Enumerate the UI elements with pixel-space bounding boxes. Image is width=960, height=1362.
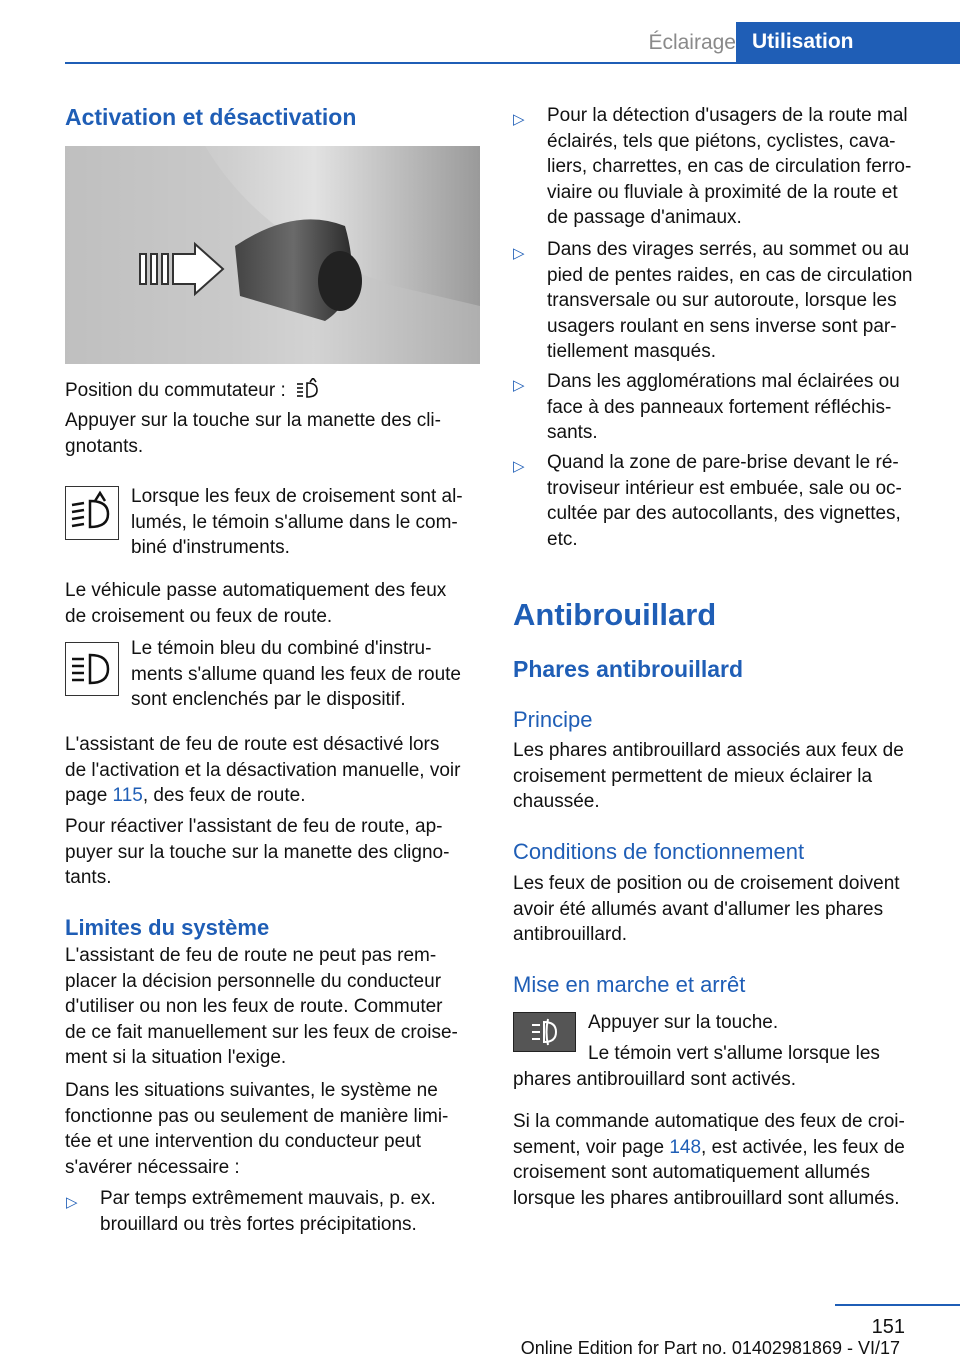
header-divider xyxy=(65,62,960,64)
lever-illustration xyxy=(65,146,480,364)
switch-position-text: Position du commutateur : xyxy=(65,380,286,401)
indicator2-text: Le témoin bleu du combiné d'instru- ments s'allume quand les feux de route sont enclenchés par le dispositif. xyxy=(131,638,461,710)
deactivation-text-a: L'assistant de feu de route est désactivé lors de l'activation et la désactivation manuelle, voir page xyxy=(65,734,461,806)
low-beam-indicator-box xyxy=(65,486,119,540)
indicator1-text: Lorsque les feux de croisement sont al- lumés, le témoin s'allume dans le com- biné d'instruments. xyxy=(131,486,463,558)
bullet-item: Dans les agglomérations mal éclairées ou face à des panneaux fortement réfléchis- sants. xyxy=(547,371,900,443)
conditions-heading: Conditions de fonctionnement xyxy=(513,839,805,864)
onoff-heading: Mise en marche et arrêt xyxy=(513,972,746,997)
switch-position-line xyxy=(65,378,483,404)
limits-heading: Limites du système xyxy=(65,915,270,940)
high-beam-assist-icon xyxy=(295,378,321,400)
auto-control-text-a: Si la commande automatique des feux de croi- sement, voir page xyxy=(513,1111,905,1158)
auto-switch-text: Le véhicule passe automatiquement des feux de croisement ou feux de route. xyxy=(65,580,447,627)
principle-text: Les phares antibrouillard associés aux feux de croisement permettent de mieux éclairer la chaussée. xyxy=(513,740,904,812)
edition-footer: Online Edition for Part no. 01402981869 - VI/17 xyxy=(520,1338,900,1358)
turn-signal-lever-photo xyxy=(65,146,480,364)
green-indicator-text: Le témoin vert s'allume lorsque les phares antibrouillard sont activés. xyxy=(513,1043,880,1090)
fog-subtitle: Phares antibrouillard xyxy=(513,656,744,682)
deactivation-text-b: , des feux de route. xyxy=(142,785,306,806)
bullet-item: Dans des virages serrés, au sommet ou au pied de pentes raides, en cas de circulation transversale ou sur autoroute, lorsque les usagers roulant en sens inverse sont par- tiellement masqués. xyxy=(547,239,913,362)
auto-control-text-b: , est activée, les feux de croisement sont automatiquement allumés lorsque les phares antibrouillard sont allumés. xyxy=(513,1136,905,1209)
bullet-triangle-icon: ▷ xyxy=(513,458,525,475)
bullet-triangle-icon: ▷ xyxy=(513,377,525,394)
principle-heading: Principe xyxy=(513,707,593,732)
page-link-115[interactable]: 115 xyxy=(112,785,143,806)
limits-text: L'assistant de feu de route ne peut pas rem- placer la décision personnelle du conducteur d'utiliser ou non les feux de route. Commuter de ce fait manuellement sur les feux de croise- ment si la situation l'exige. xyxy=(65,945,458,1068)
press-key-text: Appuyer sur la touche sur la manette des cli- gnotants. xyxy=(65,410,441,457)
header-section: Éclairage xyxy=(648,31,736,54)
footer-divider xyxy=(835,1304,960,1306)
auto-control-text xyxy=(513,1109,931,1211)
situations-text: Dans les situations suivantes, le système ne fonctionne pas ou seulement de manière limi- tée et une intervention du conducteur peut s'avérer nécessaire : xyxy=(65,1080,449,1178)
low-beam-assist-icon xyxy=(66,487,118,539)
bullet-item: Pour la détection d'usagers de la route mal éclairés, tels que piétons, cyclistes, cava- liers, charrettes, en cas de circulation ferro- viaire ou fluviale à proximité de la route et de passage d'animaux. xyxy=(547,105,912,228)
bullet-triangle-icon: ▷ xyxy=(513,245,525,262)
deactivation-text xyxy=(65,732,483,809)
fog-title: Antibrouillard xyxy=(513,597,717,632)
activation-heading: Activation et désactivation xyxy=(65,104,357,130)
bullet-triangle-icon: ▷ xyxy=(513,111,525,128)
bullet-item: Quand la zone de pare-brise devant le ré- troviseur intérieur est embuée, sale ou oc- cultée par des autocollants, des vignettes, etc. xyxy=(547,452,902,550)
press-button-text: Appuyer sur la touche. xyxy=(588,1012,779,1033)
high-beam-icon xyxy=(66,643,118,695)
bullet-item: Par temps extrêmement mauvais, p. ex. brouillard ou très fortes précipitations. xyxy=(100,1188,436,1235)
bullet-triangle-icon: ▷ xyxy=(66,1194,78,1211)
page-number: 151 xyxy=(871,1316,905,1338)
header-chapter: Utilisation xyxy=(736,22,960,62)
conditions-text: Les feux de position ou de croisement doivent avoir été allumés avant d'allumer les phares antibrouillard. xyxy=(513,873,900,945)
reactivate-text: Pour réactiver l'assistant de feu de route, ap- puyer sur la touche sur la manette des cligno- tants. xyxy=(65,816,450,888)
page-link-148[interactable]: 148 xyxy=(669,1136,702,1158)
high-beam-indicator-box xyxy=(65,642,119,696)
